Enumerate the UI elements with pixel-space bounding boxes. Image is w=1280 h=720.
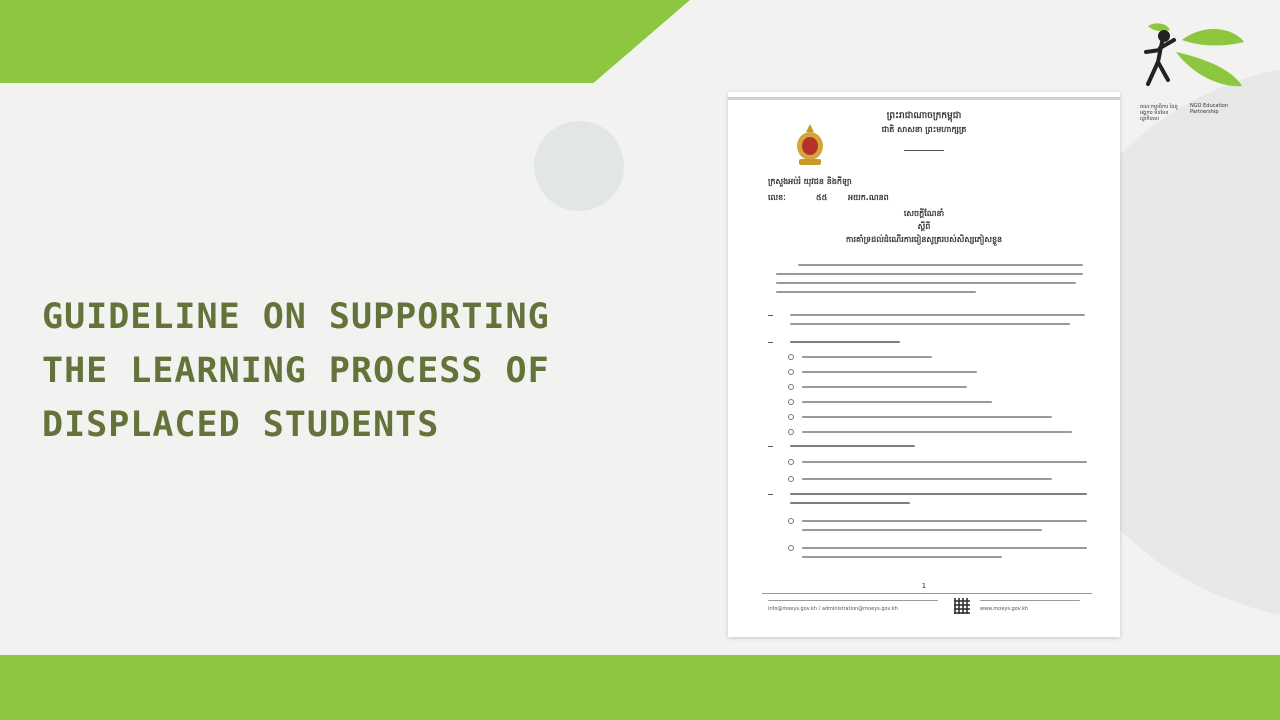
doc-bullet xyxy=(788,384,794,390)
doc-bullet xyxy=(788,369,794,375)
doc-text-line xyxy=(790,341,900,343)
doc-text-line xyxy=(802,371,977,373)
doc-text-line xyxy=(790,323,1070,325)
top-green-banner xyxy=(0,0,690,83)
doc-number-value: ៥៥ xyxy=(816,193,828,202)
doc-text-line xyxy=(802,556,1002,558)
logo-line-2: Partnership xyxy=(1190,109,1219,115)
guideline-document-image xyxy=(728,92,1120,637)
doc-bullet xyxy=(788,545,794,551)
doc-kingdom-title: ព្រះរាជាណាចក្រកម្ពុជា xyxy=(886,111,962,121)
doc-dash xyxy=(768,446,773,447)
doc-footer-website: www.moeys.gov.kh xyxy=(980,606,1029,612)
doc-text-line xyxy=(790,445,915,447)
doc-text-line xyxy=(802,478,1052,480)
headline-line-3: DISPLACED STUDENTS xyxy=(42,405,440,445)
headline-line-2: THE LEARNING PROCESS OF xyxy=(42,351,550,391)
doc-text-line xyxy=(802,547,1087,549)
doc-text-line xyxy=(802,356,932,358)
doc-number-label: លេខៈ xyxy=(768,193,786,202)
doc-bullet xyxy=(788,518,794,524)
doc-text-line xyxy=(802,431,1072,433)
page-headline xyxy=(42,290,702,452)
headline-line-1: GUIDELINE ON SUPPORTING xyxy=(42,297,550,337)
doc-text-line xyxy=(776,282,1076,284)
cambodia-crest-icon xyxy=(794,122,826,168)
bottom-green-banner xyxy=(0,655,1280,720)
doc-page-number: 1 xyxy=(921,582,927,590)
doc-text-line xyxy=(802,386,967,388)
nep-logo xyxy=(1140,22,1248,122)
doc-motto-ornament xyxy=(904,150,944,151)
doc-motto: ជាតិ សាសនា ព្រះមហាក្សត្រ xyxy=(881,125,967,134)
doc-about: ស្តីពី xyxy=(917,222,931,231)
doc-text-line xyxy=(802,401,992,403)
doc-dash xyxy=(768,494,773,495)
doc-bullet xyxy=(788,399,794,405)
doc-text-line xyxy=(802,529,1042,531)
document-top-edge xyxy=(728,97,1120,100)
doc-bullet xyxy=(788,476,794,482)
doc-ministry: ក្រសួងអប់រំ យុវជន និងកីឡា xyxy=(768,177,852,186)
doc-number-suffix: អយក.ណនព xyxy=(848,193,889,202)
doc-bullet xyxy=(788,414,794,420)
doc-text-line xyxy=(790,493,1087,495)
doc-subject: ការគាំទ្រដល់ដំណើរការរៀនសូត្ររបស់សិស្សភៀសខ្លួន xyxy=(845,235,1003,244)
logo-khmer-text: គណៈកម្មាធិការ ដៃគូអង្គការ មិនមែនរដ្ឋាភិបាល xyxy=(1140,104,1178,122)
doc-bullet xyxy=(788,459,794,465)
doc-dash xyxy=(768,315,773,316)
nep-logo-icon xyxy=(1140,22,1248,98)
doc-type: សេចក្តីណែនាំ xyxy=(903,209,945,218)
decorative-circle xyxy=(534,121,624,211)
doc-text-line xyxy=(802,520,1087,522)
doc-footer-rule xyxy=(762,593,1092,594)
doc-text-line xyxy=(790,502,910,504)
doc-footer-email: info@moeys.gov.kh / administration@moeys.gov.kh xyxy=(768,606,898,612)
doc-text-line xyxy=(790,314,1085,316)
doc-footer-line xyxy=(980,600,1080,601)
doc-dash xyxy=(768,342,773,343)
logo-line-1: NGO Education xyxy=(1190,103,1229,109)
doc-bullet xyxy=(788,354,794,360)
doc-text-line xyxy=(776,291,976,293)
doc-text-line xyxy=(798,264,1083,266)
qr-code-icon xyxy=(954,598,970,614)
doc-text-line xyxy=(802,461,1087,463)
doc-text-line xyxy=(802,416,1052,418)
doc-footer-line xyxy=(768,600,938,601)
doc-text-line xyxy=(776,273,1083,275)
doc-bullet xyxy=(788,429,794,435)
